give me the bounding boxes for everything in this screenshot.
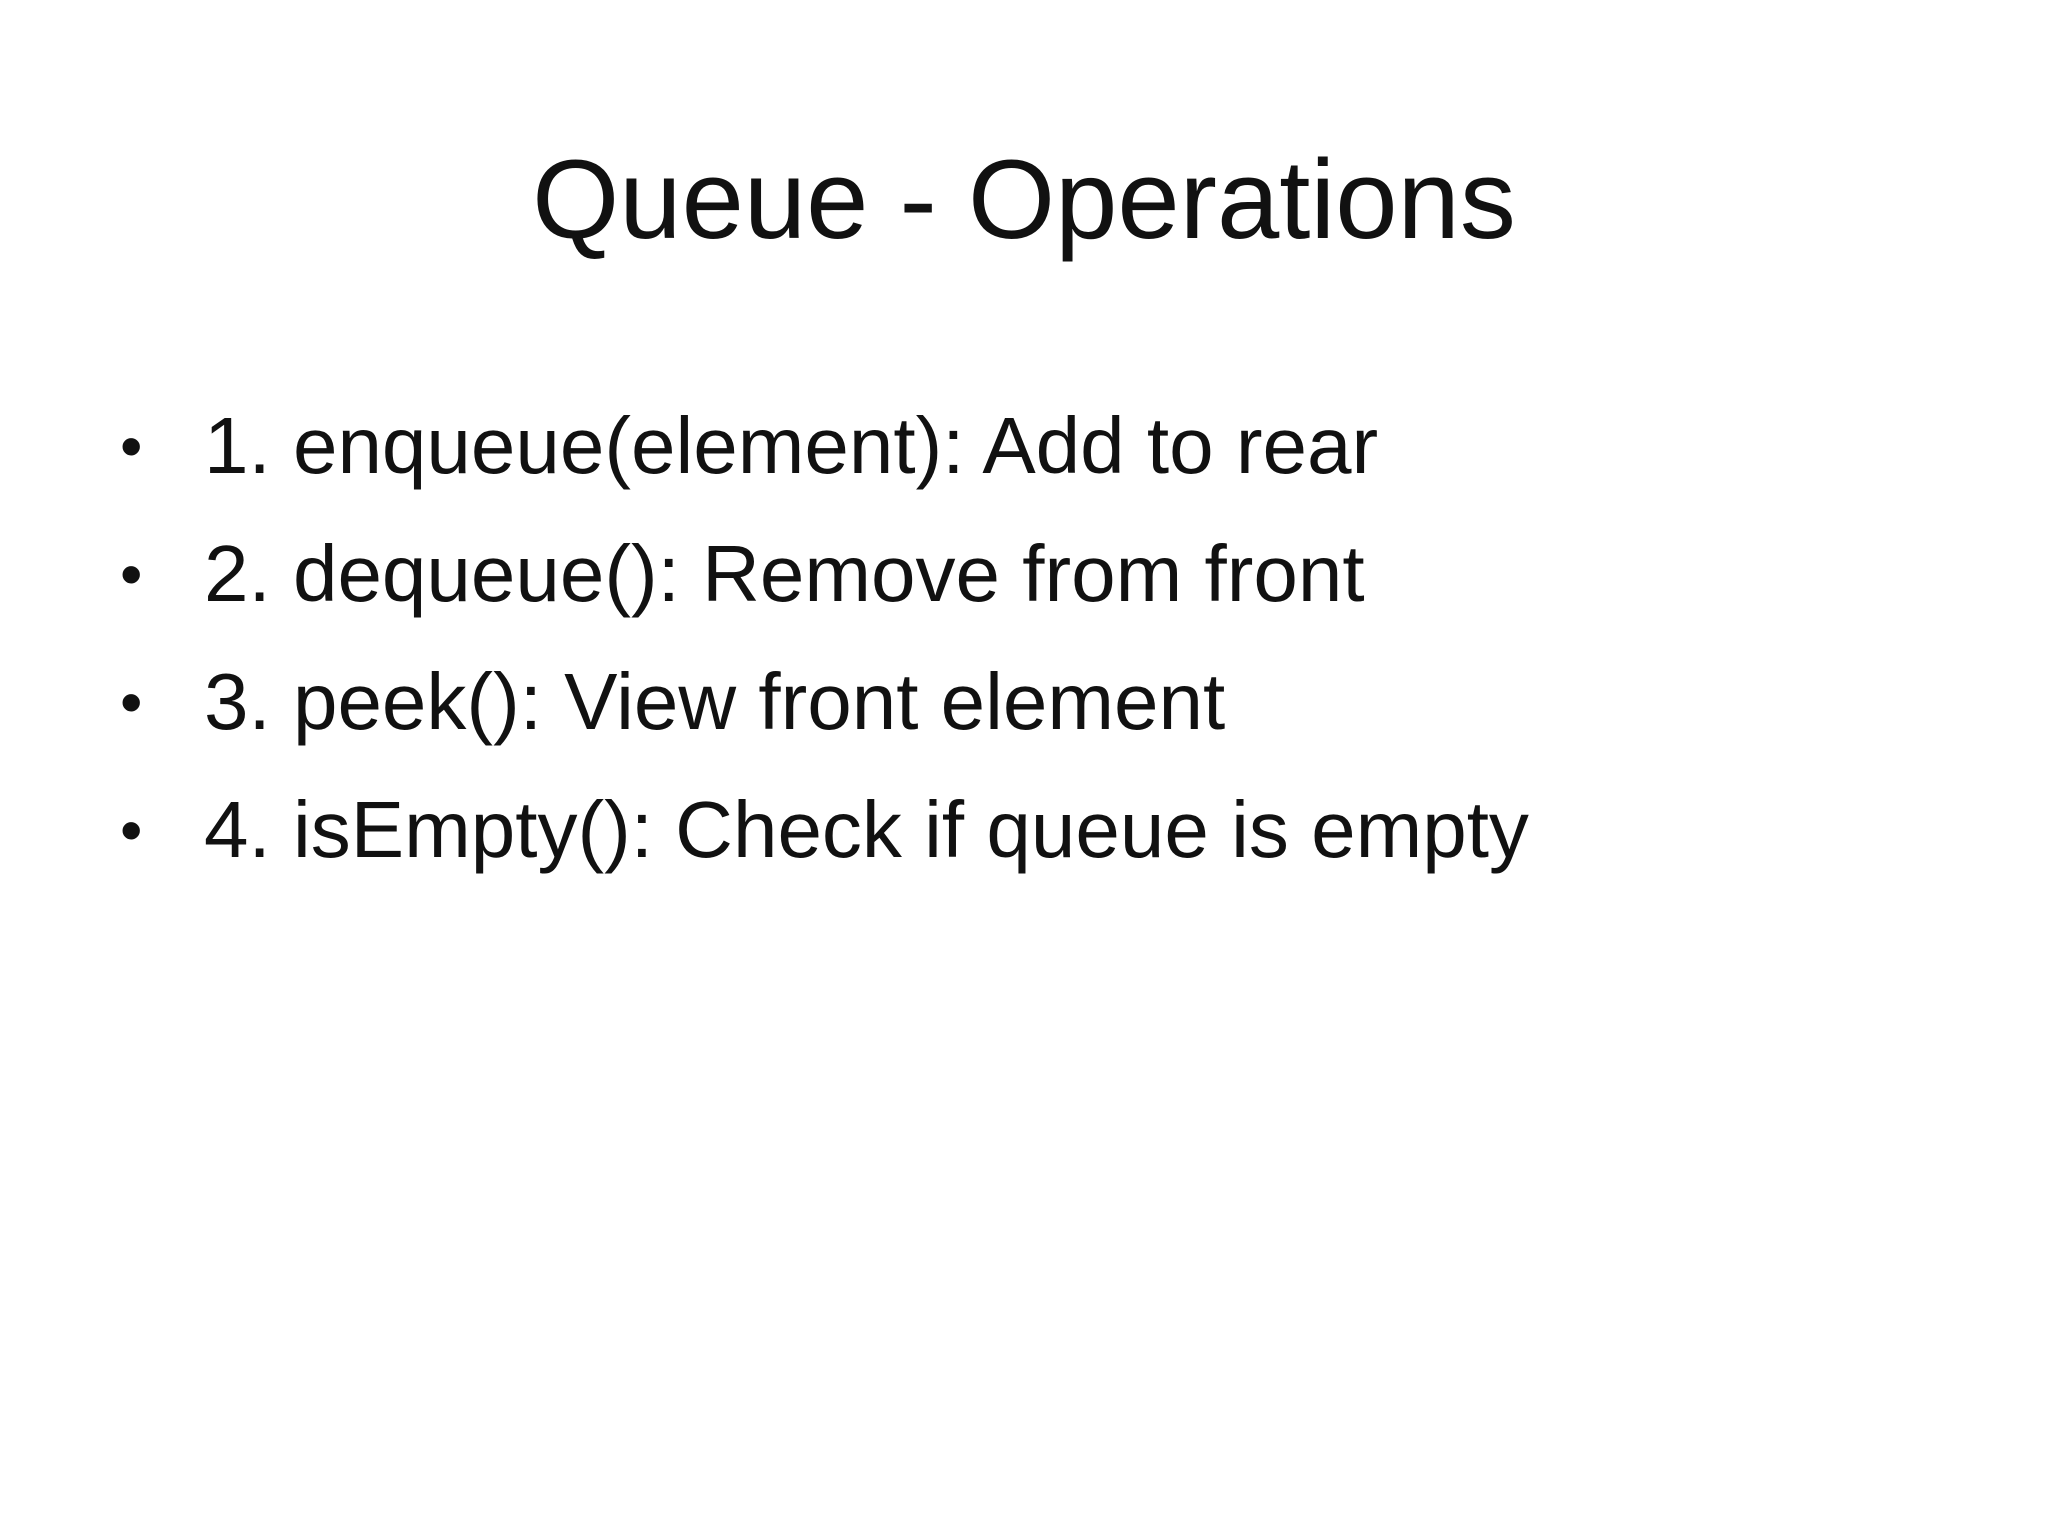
- bullet-text: 1. enqueue(element): Add to rear: [204, 401, 1379, 490]
- bullet-text: 4. isEmpty(): Check if queue is empty: [204, 785, 1529, 874]
- bullet-text: 2. dequeue(): Remove from front: [204, 529, 1365, 618]
- bullet-text: 3. peek(): View front element: [204, 657, 1226, 746]
- bullet-list: [120, 382, 1529, 894]
- slide-title: Queue - Operations: [532, 137, 1516, 262]
- bullet-dot-icon: •: [120, 666, 143, 738]
- bullet-dot-icon: •: [120, 794, 143, 866]
- bullet-dot-icon: •: [120, 538, 143, 610]
- bullet-item-peek: [120, 638, 1529, 766]
- bullet-item-dequeue: [120, 510, 1529, 638]
- bullet-item-isempty: [120, 766, 1529, 894]
- bullet-item-enqueue: [120, 382, 1529, 510]
- bullet-dot-icon: •: [120, 410, 143, 482]
